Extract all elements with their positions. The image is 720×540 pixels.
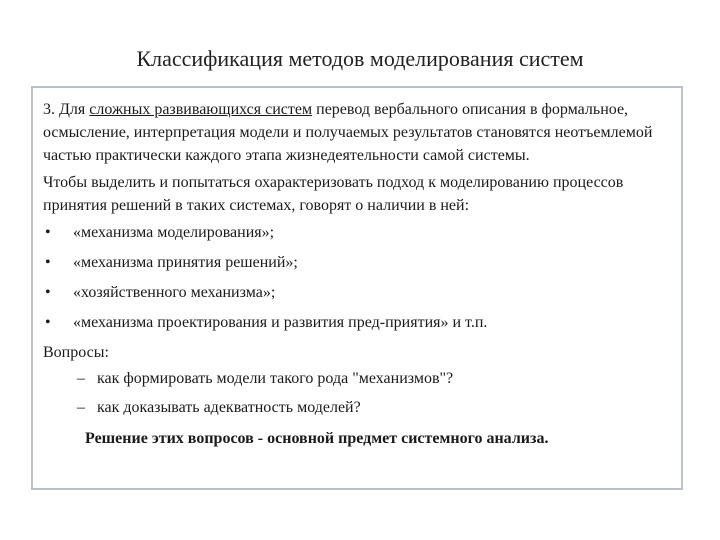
paragraph-1-prefix: 3. Для <box>43 101 90 118</box>
dash-icon: – <box>77 370 85 387</box>
mechanism-list <box>43 221 673 334</box>
conclusion-text: Решение этих вопросов - основной предмет системного анализа. <box>85 430 549 447</box>
list-item-text: «механизма принятия решений»; <box>73 254 298 271</box>
paragraph-1-rest: перевод вербального описания в формальное, осмысление, интерпретация модели и получаемых результатов становятся неотъемлемой частью практически каждого этапа жизнедеятельности самой системы. <box>43 101 653 164</box>
list-item <box>43 221 673 244</box>
questions-list <box>43 367 673 419</box>
bullet-icon: • <box>45 254 51 271</box>
content-body <box>43 98 673 450</box>
paragraph-2: Чтобы выделить и попытаться охарактеризовать подход к моделированию процессов принятия решений в таких системах, говорят о наличии в ней: <box>43 174 624 214</box>
list-item <box>43 251 673 274</box>
questions-label: Вопросы: <box>43 344 109 361</box>
question-text: как формировать модели такого рода "механизмов"? <box>97 370 454 387</box>
paragraph-1 <box>43 98 673 167</box>
dash-icon: – <box>77 399 85 416</box>
list-item-text: «механизма моделирования»; <box>73 224 275 241</box>
list-item <box>43 281 673 304</box>
bullet-icon: • <box>45 314 51 331</box>
question-text: как доказывать адекватность моделей? <box>97 399 361 416</box>
paragraph-1-underlined: сложных развивающихся систем <box>89 101 313 118</box>
question-item <box>43 367 673 390</box>
list-item-text: «хозяйственного механизма»; <box>73 284 276 301</box>
bullet-icon: • <box>45 224 51 241</box>
list-item <box>43 311 673 334</box>
question-item <box>43 396 673 419</box>
bullet-icon: • <box>45 284 51 301</box>
slide-title: Классификация методов моделирования систем <box>136 46 584 71</box>
list-item-text: «механизма проектирования и развития пред-приятия» и т.п. <box>73 314 488 331</box>
